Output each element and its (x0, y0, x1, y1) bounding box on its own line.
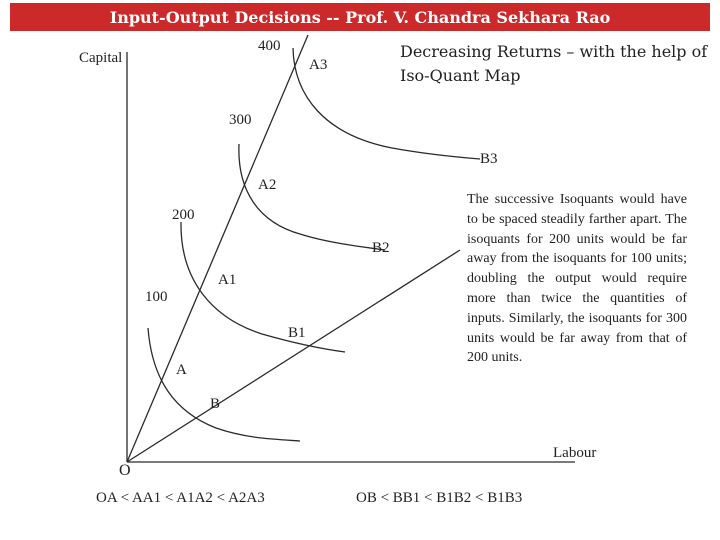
point-b2-label: B2 (372, 240, 390, 256)
diagram-heading: Decreasing Returns – with the help of Iso-Quant Map (400, 42, 708, 85)
point-a2-label: A2 (258, 177, 277, 193)
isoquant-400-label: 400 (258, 38, 281, 54)
isoquant-100-label: 100 (145, 289, 168, 305)
isoquant-300-label: 300 (229, 112, 252, 128)
explanation-text: The successive Isoquants would have to be spaced steadily farther apart. The isoquants for 200 units would be far away from the isoquants for 100 units; doubling the output would require more than twice the quantities of inputs. Similarly, the isoquants for 300 units would be far away from that of 200 units. (467, 192, 687, 366)
isoquant-200-label: 200 (172, 207, 195, 223)
ray-b-inequality: OB < BB1 < B1B2 < B1B3 (356, 490, 523, 506)
point-b1-label: B1 (288, 325, 306, 341)
isoquant-300 (239, 144, 385, 250)
ray-b (127, 250, 460, 462)
point-a1-label: A1 (218, 272, 237, 288)
ray-a-inequality: OA < AA1 < A1A2 < A2A3 (96, 490, 265, 506)
origin-label: O (119, 462, 131, 479)
capital-axis-label: Capital (79, 50, 123, 66)
isoquant-200 (181, 222, 345, 352)
point-a-label: A (176, 362, 187, 378)
point-a3-label: A3 (309, 57, 328, 73)
isoquant-100 (148, 328, 300, 441)
page-title: Input-Output Decisions -- Prof. V. Chandra Sekhara Rao (109, 7, 611, 27)
point-b3-label: B3 (480, 151, 498, 167)
point-b-label: B (210, 396, 221, 412)
labour-axis-label: Labour (553, 445, 597, 461)
